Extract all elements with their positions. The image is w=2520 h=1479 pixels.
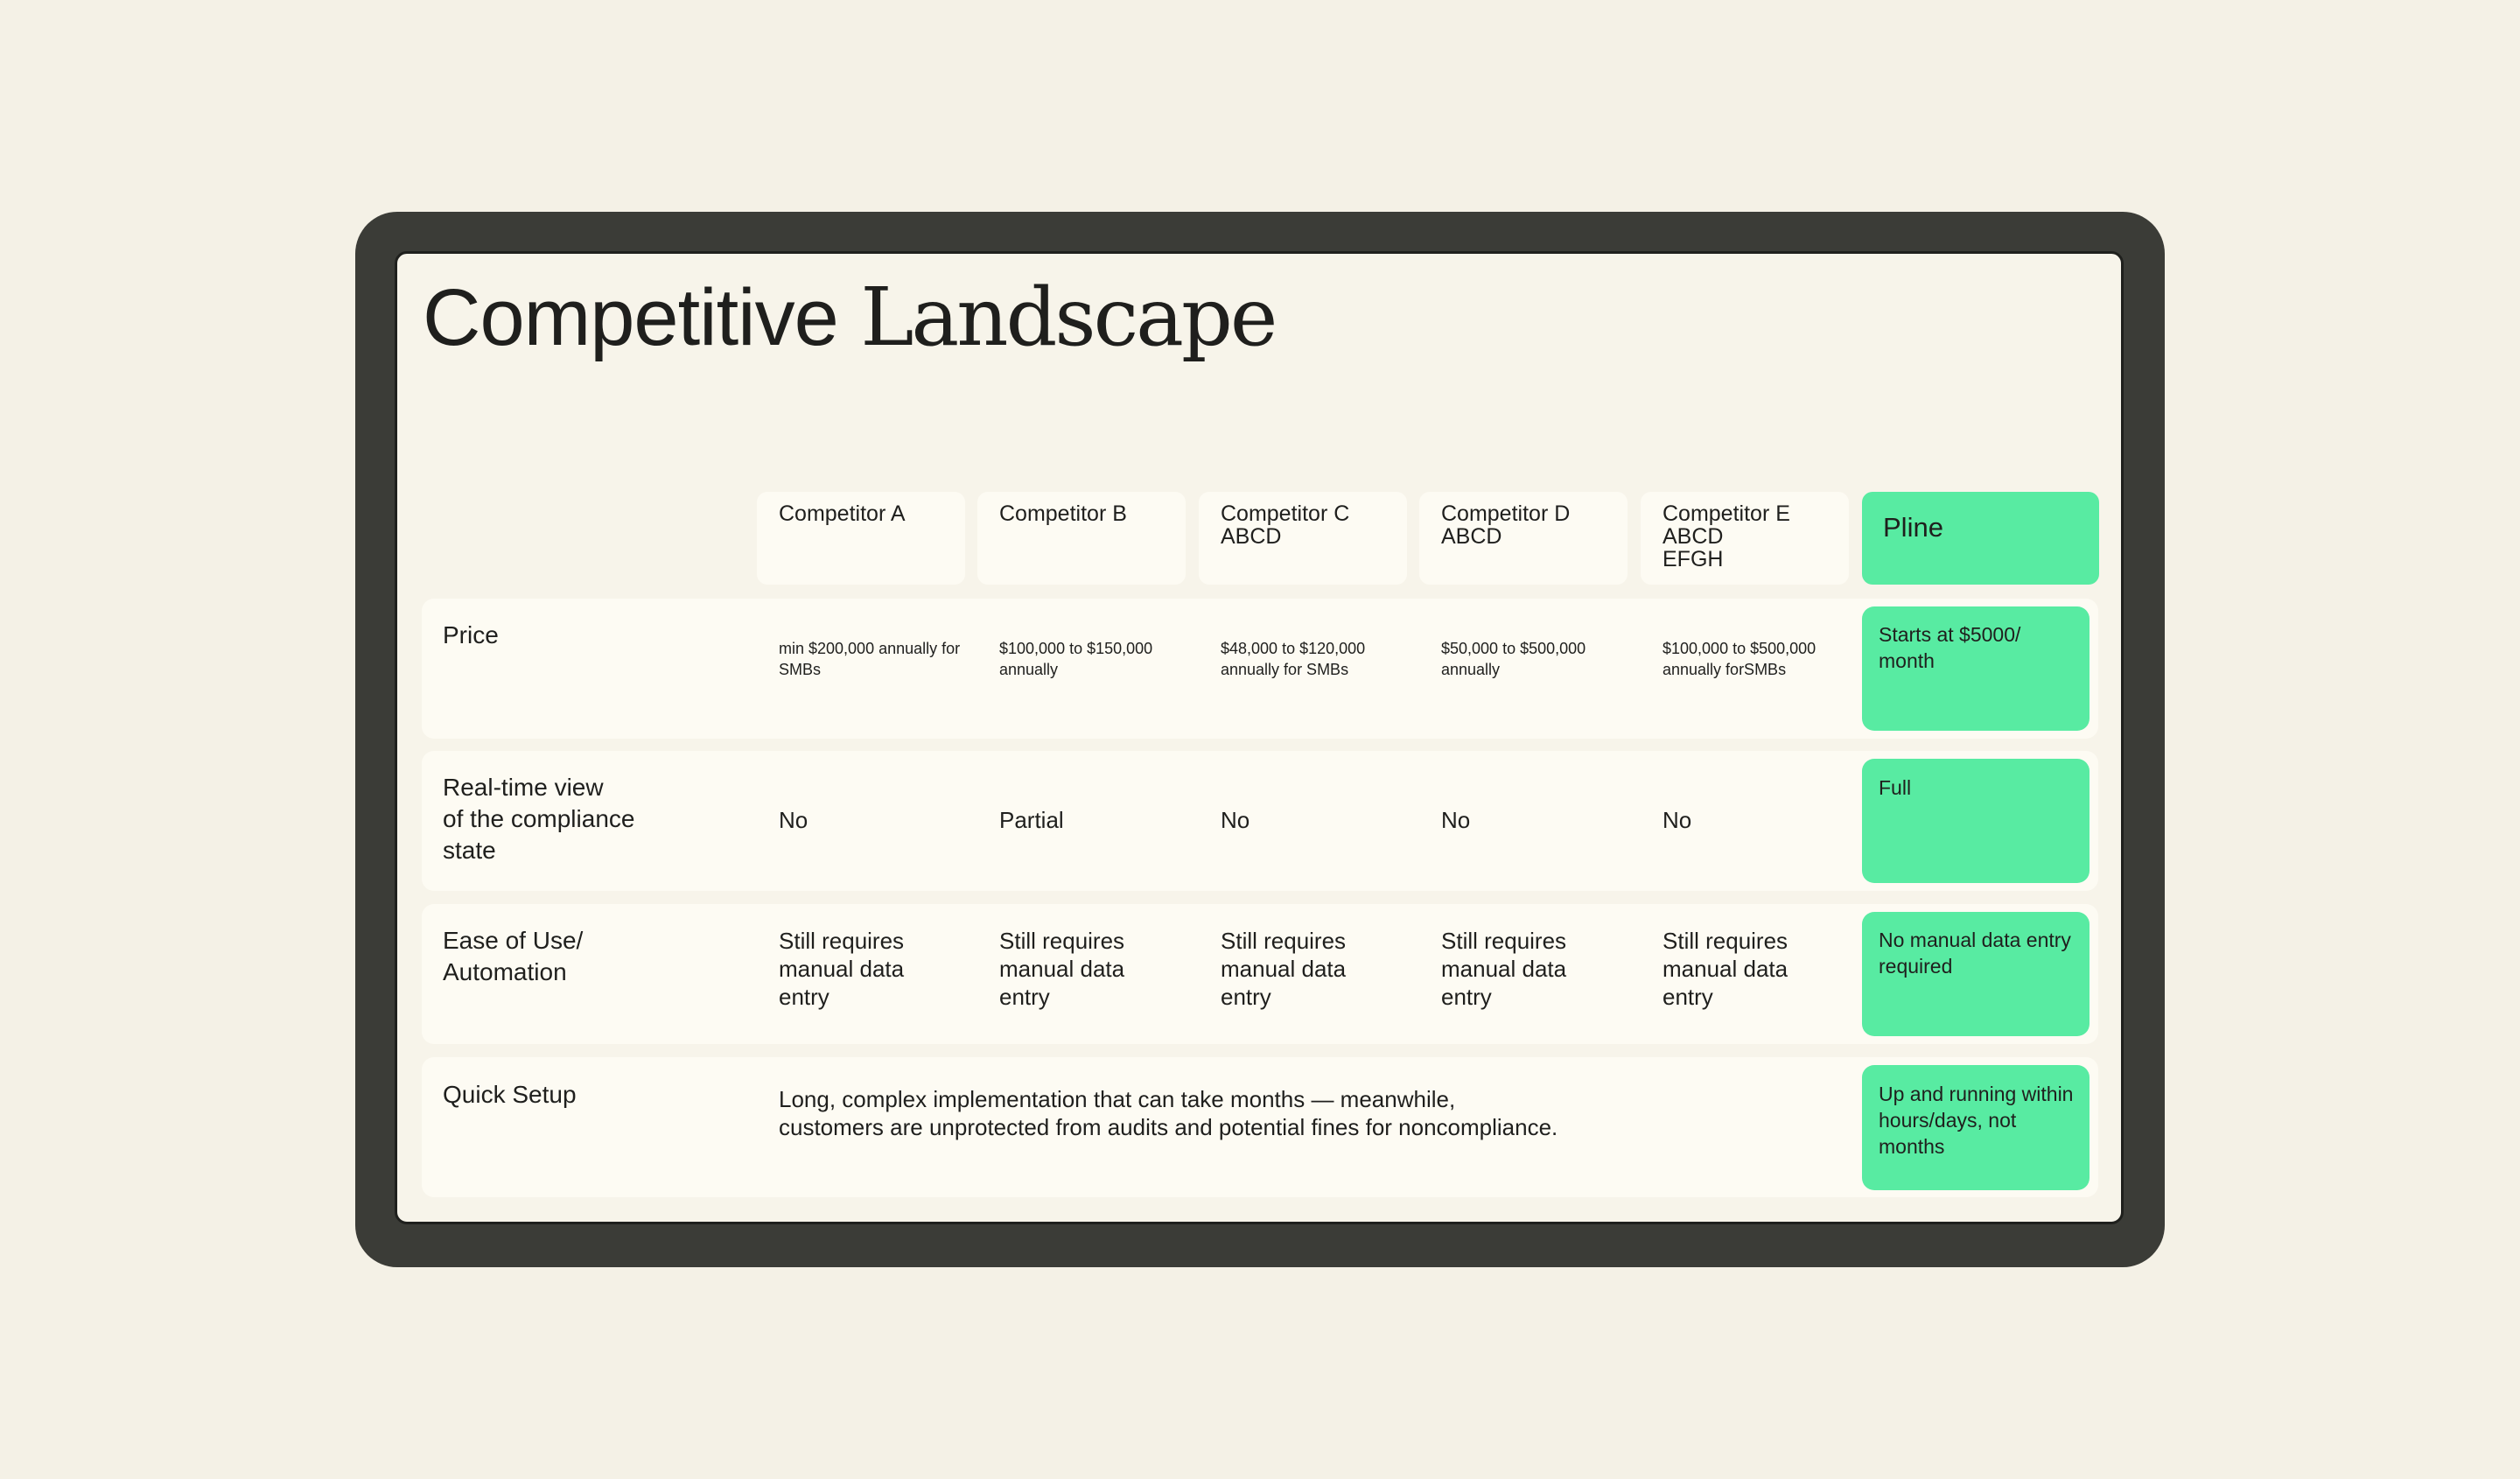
pline-ease-text: No manual data entry required (1879, 929, 2071, 978)
ease-cell-competitor-e (1662, 927, 1788, 1011)
price-cell-competitor-e: $100,000 to $500,000 annually forSMBs (1662, 640, 1816, 678)
title-sans-part: Competitive (423, 273, 838, 362)
ease-cell-competitor-d (1441, 927, 1566, 1011)
realtime-cell-competitor-e: No (1662, 807, 1692, 833)
price-cell-competitor-c: $48,000 to $120,000 annually for SMBs (1221, 640, 1366, 678)
header-line: ABCD (1662, 524, 1724, 549)
cell-line: manual data (999, 956, 1125, 982)
realtime-row (422, 751, 2098, 891)
label-line: of the compliance (443, 805, 635, 832)
slide-title (423, 270, 1275, 366)
header-line: Competitor B (999, 501, 1127, 526)
cell-line: entry (1221, 984, 1271, 1010)
cell-line: Still requires (999, 928, 1125, 954)
header-label-competitor-c (1221, 502, 1349, 548)
label-line: Real-time view (443, 774, 604, 801)
row-label-price: Price (443, 621, 499, 648)
cell-line: manual data (1662, 956, 1788, 982)
cell-line: Still requires (779, 928, 905, 954)
header-line: EFGH (1662, 547, 1724, 571)
setup-description (779, 1085, 1558, 1141)
row-label-ease (443, 925, 583, 988)
label-line: state (443, 837, 496, 864)
title-serif-part: Landscape (860, 270, 1276, 364)
header-label-competitor-d (1441, 502, 1570, 548)
row-label-realtime (443, 772, 634, 866)
cell-line: manual data (1441, 956, 1567, 982)
realtime-cell-competitor-d: No (1441, 807, 1471, 833)
cell-line: Still requires (1221, 928, 1347, 954)
label-line: Ease of Use/ (443, 927, 584, 954)
pline-price-text: Starts at $5000/ month (1879, 623, 2021, 672)
cell-line: entry (1662, 984, 1713, 1010)
cell-line: Still requires (1662, 928, 1788, 954)
header-line: Competitor D (1441, 501, 1571, 526)
header-line: Competitor C (1221, 501, 1350, 526)
header-line: Competitor E (1662, 501, 1790, 526)
label-line: Automation (443, 958, 567, 985)
setup-line: customers are unprotected from audits and potential fines for noncompliance. (779, 1114, 1558, 1140)
cell-line: entry (779, 984, 830, 1010)
row-label-setup: Quick Setup (443, 1081, 577, 1108)
cell-line: Still requires (1441, 928, 1567, 954)
realtime-cell-competitor-c: No (1221, 807, 1250, 833)
header-line: ABCD (1221, 524, 1282, 549)
header-label-competitor-b (999, 502, 1127, 525)
cell-line: manual data (779, 956, 905, 982)
price-cell-competitor-b: $100,000 to $150,000 annually (999, 640, 1153, 678)
ease-cell-competitor-a (779, 927, 904, 1011)
cell-line: manual data (1221, 956, 1347, 982)
header-label-pline: Pline (1883, 512, 1943, 543)
ease-cell-competitor-c (1221, 927, 1346, 1011)
header-line: ABCD (1441, 524, 1502, 549)
cell-line: entry (1441, 984, 1492, 1010)
pline-setup-text: Up and running within hours/days, not months (1879, 1083, 2074, 1158)
price-cell-competitor-d: $50,000 to $500,000 annually (1441, 640, 1586, 678)
ease-cell-competitor-b (999, 927, 1124, 1011)
header-line: Competitor A (779, 501, 906, 526)
header-label-competitor-a (779, 502, 906, 525)
pline-realtime-text: Full (1879, 776, 1912, 799)
header-label-competitor-e (1662, 502, 1790, 571)
realtime-cell-competitor-b: Partial (999, 807, 1064, 833)
cell-line: entry (999, 984, 1050, 1010)
realtime-cell-competitor-a: No (779, 807, 808, 833)
price-cell-competitor-a: min $200,000 annually for SMBs (779, 640, 961, 678)
setup-line: Long, complex implementation that can take months — meanwhile, (779, 1086, 1456, 1112)
